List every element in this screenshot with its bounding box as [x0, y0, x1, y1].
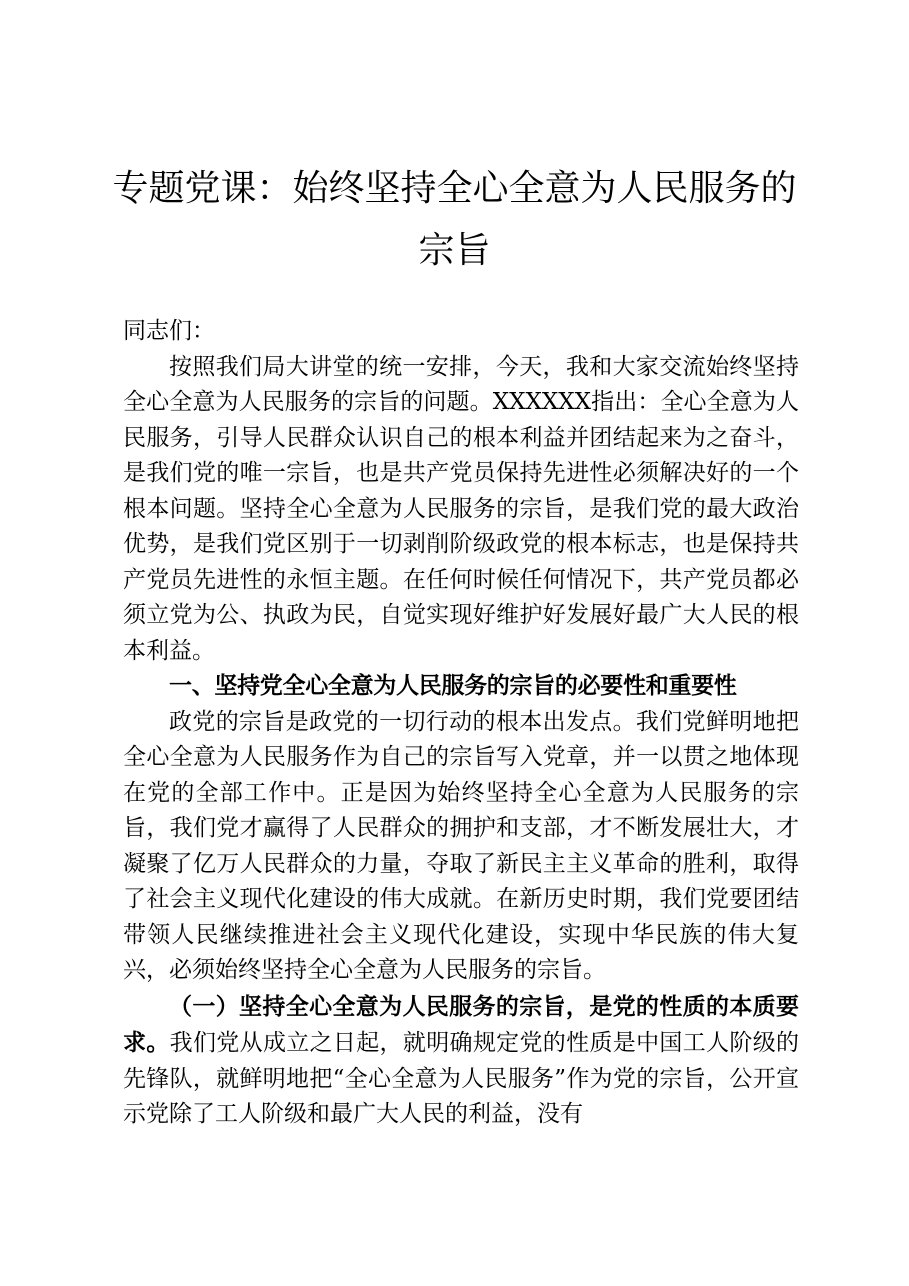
- subsection-paragraph: [123, 989, 799, 1133]
- document-title: 专题党课：始终坚持全心全意为人民服务的宗旨: [112, 168, 797, 271]
- subsection-text: 我们党从成立之日起，就明确规定党的性质是中国工人阶级的先锋队，就鲜明地把“全心全意为人民服务”作为党的宗旨，公开宣示党除了工人阶级和最广大人民的利益，没有: [123, 1030, 800, 1127]
- intro-paragraph: 按照我们局大讲堂的统一安排，今天，我和大家交流始终坚持全心全意为人民服务的宗旨的问题。XXXXXX指出：全心全意为人民服务，引导人民群众认识自己的根本利益并团结起来为之奋斗，是我们党的唯一宗旨，也是共产党员保持先进性必须解决好的一个根本问题。坚持全心全意为人民服务的宗旨，是我们党的最大政治优势，是我们党区别于一切剥削阶级政党的根本标志，也是保持共产党员先进性的永恒主题。在任何时候任何情况下，共产党员都必须立党为公、执政为民，自觉实现好维护好发展好最广大人民的根本利益。: [123, 353, 799, 664]
- section-paragraph: 政党的宗旨是政党的一切行动的根本出发点。我们党鲜明地把全心全意为人民服务作为自己的宗旨写入党章，并一以贯之地体现在党的全部工作中。正是因为始终坚持全心全意为人民服务的宗旨，我们党才赢得了人民群众的拥护和支部，才不断发展壮大，才凝聚了亿万人民群众的力量，夺取了新民主主义革命的胜利，取得了社会主义现代化建设的伟大成就。在新历史时期，我们党要团结带领人民继续推进社会主义现代化建设，实现中华民族的伟大复兴，必须始终坚持全心全意为人民服务的宗旨。: [123, 708, 799, 983]
- document-body: [123, 314, 799, 1133]
- subsection-heading: （一）坚持全心全意为人民服务的宗旨，是党的性质的本质要求。: [123, 992, 799, 1056]
- section-heading: 一、坚持党全心全意为人民服务的宗旨的必要性和重要性: [169, 673, 737, 699]
- salutation: 同志们：: [123, 318, 215, 344]
